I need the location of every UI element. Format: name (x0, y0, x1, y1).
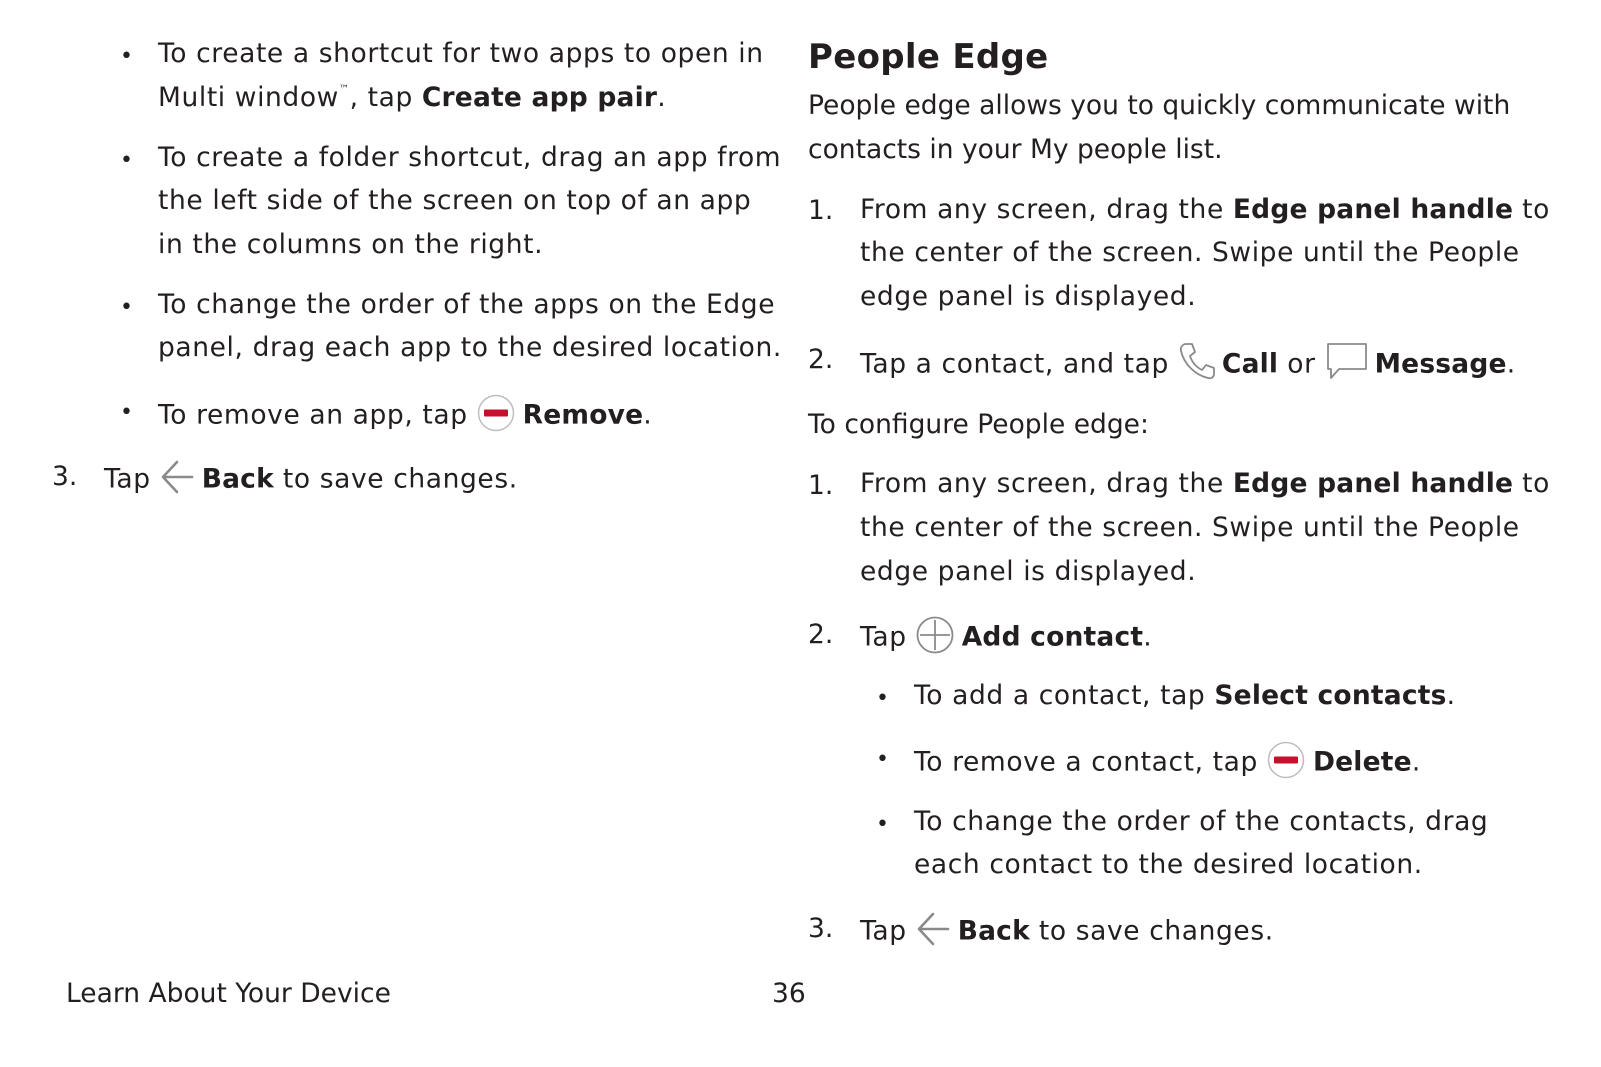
bullet-2-line-1: To create a folder shortcut, drag an app from (158, 142, 782, 173)
back-arrow-icon (160, 458, 194, 496)
a-step-1-line-2: the center of the screen. Swipe until the People (860, 237, 1520, 268)
b-step-3-number: 3. (808, 913, 834, 944)
remove-icon (477, 394, 515, 432)
phone-icon (1178, 341, 1216, 381)
intro-line-2: contacts in your My people list. (808, 134, 1223, 165)
period: . (643, 399, 653, 431)
b-step-1-line-3: edge panel is displayed. (860, 556, 1197, 587)
remove-label: Remove (522, 399, 644, 431)
sub-3-line-2: each contact to the desired location. (914, 849, 1423, 880)
page-number: 36 (772, 978, 806, 1009)
sub-3-line-1: To change the order of the contacts, drag (914, 806, 1489, 837)
add-icon (916, 616, 954, 654)
b-step-1-number: 1. (808, 470, 834, 501)
back-label: Back (957, 915, 1030, 947)
from-any-screen-text: From any screen, drag the (860, 194, 1233, 225)
bullet-2-line-2: the left side of the screen on top of an app (158, 185, 752, 216)
b-step-1-line-2: the center of the screen. Swipe until the People (860, 512, 1520, 543)
to-text: to (1513, 194, 1550, 225)
a-step-1-number: 1. (808, 195, 834, 226)
tap-text: Tap (860, 915, 916, 947)
bullet-1-line-2 (158, 82, 667, 113)
delete-label: Delete (1312, 746, 1412, 778)
bullet-3-line-2: panel, drag each app to the desired location. (158, 332, 782, 363)
edge-panel-handle-label: Edge panel handle (1232, 468, 1514, 499)
bullet-1-line-1: To create a shortcut for two apps to open in (158, 38, 764, 69)
remove-icon (1267, 741, 1305, 779)
b-step-1-line-1 (860, 468, 1550, 499)
add-contact-label: Add contact (961, 621, 1144, 653)
a-step-1-line-3: edge panel is displayed. (860, 281, 1197, 312)
save-changes-text: to save changes. (1029, 915, 1274, 947)
b-step-2-number: 2. (808, 619, 834, 650)
select-contacts-label: Select contacts (1214, 680, 1447, 711)
period: . (1411, 746, 1421, 778)
message-icon (1325, 341, 1369, 381)
footer-section-title: Learn About Your Device (66, 978, 391, 1009)
bullet-4-line (158, 397, 652, 435)
a-step-1-line-1 (860, 194, 1550, 225)
a-step-2-number: 2. (808, 344, 834, 375)
configure-intro: To configure People edge: (808, 409, 1149, 440)
from-any-screen-text: From any screen, drag the (860, 468, 1233, 499)
tap-text: Tap (860, 621, 916, 653)
to-text: to (1513, 468, 1550, 499)
edge-panel-handle-label: Edge panel handle (1232, 194, 1514, 225)
back-label: Back (201, 463, 274, 495)
tap-contact-text: Tap a contact, and tap (860, 348, 1178, 380)
bullet-marker: • (120, 44, 133, 69)
intro-line-1: People edge allows you to quickly communicate with (808, 90, 1511, 121)
call-label: Call (1221, 348, 1279, 380)
create-app-pair-label: Create app pair (421, 82, 658, 113)
bullet-marker: • (120, 148, 133, 173)
bullet-marker: • (876, 812, 889, 837)
bullet-marker: • (120, 295, 133, 320)
period: . (657, 82, 667, 113)
section-heading: People Edge (808, 37, 1049, 77)
b-step-2-line (860, 619, 1152, 657)
bullet-marker: • (876, 686, 889, 711)
save-changes-text: to save changes. (273, 463, 518, 495)
step-3-line (104, 461, 518, 499)
remove-contact-text: To remove a contact, tap (914, 746, 1267, 778)
trademark-symbol: ™ (338, 84, 350, 95)
tap-text: Tap (104, 463, 160, 495)
period: . (1143, 621, 1153, 653)
sub-1-line (914, 680, 1456, 711)
period: . (1446, 680, 1456, 711)
back-arrow-icon (916, 910, 950, 948)
add-contact-text: To add a contact, tap (914, 680, 1215, 711)
bullet-3-line-1: To change the order of the apps on the Edge (158, 289, 776, 320)
a-step-2-line (860, 345, 1516, 385)
or-text: or (1278, 348, 1325, 380)
message-label: Message (1374, 348, 1507, 380)
remove-app-text: To remove an app, tap (158, 399, 477, 431)
bullet-marker: • (120, 400, 133, 425)
tap-text: , tap (349, 82, 422, 113)
step-3-number: 3. (52, 461, 78, 492)
period: . (1506, 348, 1516, 380)
bullet-2-line-3: in the columns on the right. (158, 229, 544, 260)
b-step-3-line (860, 913, 1274, 951)
multi-window-text: Multi window (158, 82, 339, 113)
sub-2-line (914, 744, 1421, 782)
bullet-marker: • (876, 747, 889, 772)
